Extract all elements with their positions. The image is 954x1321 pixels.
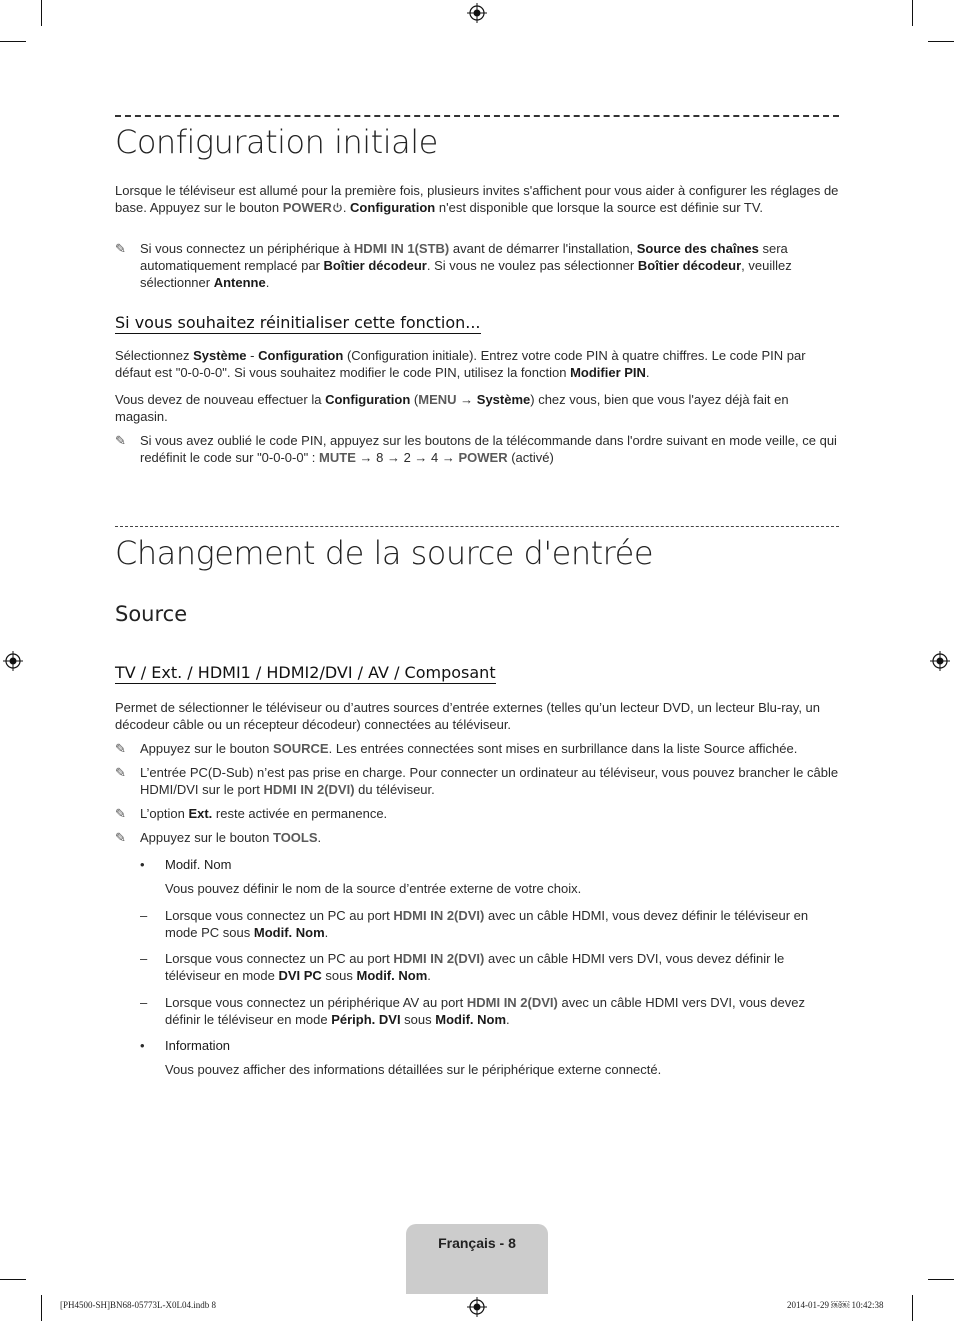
dash-icon: – xyxy=(140,995,148,1010)
crop-mark xyxy=(0,41,26,42)
reset-paragraph-2: Vous devez de nouveau effectuer la Configuration (MENU → Système) chez vous, bien que vous l'ayez déjà fait en magasin. xyxy=(115,392,789,424)
pencil-note-icon: ✎ xyxy=(115,433,126,448)
power-icon xyxy=(332,202,343,213)
note-pc-dsub: ✎ L’entrée PC(D-Sub) n’est pas prise en charge. Pour connecter un ordinateur au téléviseur, vous pouvez brancher le câble HDMI/DVI sur le port HDMI IN 2(DVI) du téléviseur. xyxy=(115,765,839,797)
pencil-note-icon: ✎ xyxy=(115,741,126,756)
source-description: Permet de sélectionner le téléviseur ou d’autres sources d’entrée externes (telles qu’un lecteur DVD, un lecteur Blu-ray, un décodeur câble ou un récepteur décodeur) connectées au téléviseur. xyxy=(115,700,821,732)
section-title-configuration: Configuration initiale xyxy=(115,123,438,161)
crop-mark xyxy=(41,0,42,26)
crop-mark xyxy=(0,1279,26,1280)
registration-mark-icon xyxy=(3,651,23,671)
crop-mark xyxy=(41,1295,42,1321)
pencil-note-icon: ✎ xyxy=(115,830,126,845)
bullet-modif-nom-desc: Vous pouvez définir le nom de la source d’entrée externe de votre choix. xyxy=(165,881,582,896)
note-ext: ✎ L’option Ext. reste activée en permanence. xyxy=(115,806,388,821)
bullet-icon: • xyxy=(140,1038,145,1053)
note-stb: ✎ Si vous connectez un périphérique à HDMI IN 1(STB) avant de démarrer l'installation, Source des chaînes sera automatiquement remplacé par Boîtier décodeur. Si vous ne voulez pas sélectionner Boîtier décodeur, veuillez sélectionner Antenne. xyxy=(115,241,792,290)
dash-item-pc-hdmi: – Lorsque vous connectez un PC au port HDMI IN 2(DVI) avec un câble HDMI, vous devez définir le téléviseur en mode PC sous Modif. Nom. xyxy=(140,908,809,940)
reset-heading: Si vous souhaitez réinitialiser cette fonction... xyxy=(115,313,481,332)
pencil-note-icon: ✎ xyxy=(115,765,126,780)
note-tools: ✎ Appuyez sur le bouton TOOLS. xyxy=(115,830,322,845)
source-heading: Source xyxy=(115,602,188,626)
page-number: Français - 8 xyxy=(438,1235,516,1251)
registration-mark-icon xyxy=(467,1297,487,1317)
pencil-note-icon: ✎ xyxy=(115,806,126,821)
note-source-button: ✎ Appuyez sur le bouton SOURCE. Les entrées connectées sont mises en surbrillance dans la liste Source affichée. xyxy=(115,741,798,756)
footer-timestamp: 2014-01-29 ￼￼ 10:42:38 xyxy=(787,1300,884,1310)
note-pin: ✎ Si vous avez oublié le code PIN, appuyez sur les boutons de la télécommande dans l'ordre suivant en mode veille, ce qui redéfinit le code sur "0-0-0-0" : MUTE → 8 → 2 → 4 → POWER (activé) xyxy=(115,433,837,465)
section-title-source-change: Changement de la source d'entrée xyxy=(115,534,653,572)
section-divider xyxy=(115,526,839,527)
crop-mark xyxy=(928,41,954,42)
dash-item-pc-dvi: – Lorsque vous connectez un PC au port HDMI IN 2(DVI) avec un câble HDMI vers DVI, vous devez définir le téléviseur en mode DVI PC sous Modif. Nom. xyxy=(140,951,785,983)
bullet-information: • Information xyxy=(140,1038,231,1053)
dash-icon: – xyxy=(140,951,148,966)
page-number-tab xyxy=(406,1224,548,1294)
crop-mark xyxy=(912,0,913,26)
crop-mark xyxy=(912,1295,913,1321)
dash-item-av-dvi: – Lorsque vous connectez un périphérique AV au port HDMI IN 2(DVI) avec un câble HDMI vers DVI, vous devez définir le téléviseur en mode Périph. DVI sous Modif. Nom. xyxy=(140,995,805,1027)
bullet-modif-nom: • Modif. Nom xyxy=(140,857,232,872)
registration-mark-icon xyxy=(467,3,487,23)
footer-file-info: [PH4500-SH]BN68-05773L-X0L04.indb 8 xyxy=(60,1300,216,1310)
reset-paragraph-1: Sélectionnez Système - Configuration (Configuration initiale). Entrez votre code PIN à quatre chiffres. Le code PIN par défaut est "0-0-0-0". Si vous souhaitez modifier le code PIN, utilisez la fonction Modifier PIN. xyxy=(115,348,806,380)
crop-mark xyxy=(928,1279,954,1280)
pencil-note-icon: ✎ xyxy=(115,241,126,256)
source-list-heading: TV / Ext. / HDMI1 / HDMI2/DVI / AV / Composant xyxy=(115,663,496,682)
section-divider xyxy=(115,115,839,117)
intro-paragraph: Lorsque le téléviseur est allumé pour la première fois, plusieurs invites s'affichent pour vous aider à configurer les réglages de base. Appuyez sur le bouton POWER . Configuration n'est disponible que lorsque la source est définie sur TV. xyxy=(115,183,839,215)
dash-icon: – xyxy=(140,908,148,923)
bullet-information-desc: Vous pouvez afficher des informations détaillées sur le périphérique externe connecté. xyxy=(165,1062,662,1077)
bullet-icon: • xyxy=(140,857,145,872)
registration-mark-icon xyxy=(930,651,950,671)
